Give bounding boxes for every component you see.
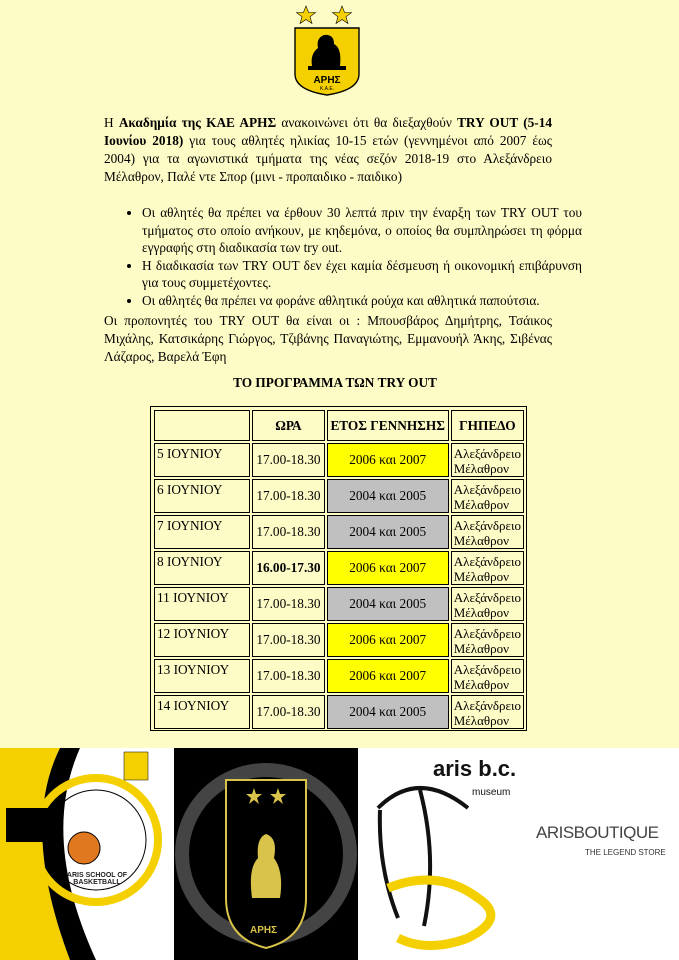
- venue-cell: Αλεξάνδρειο Μέλαθρον: [451, 479, 524, 513]
- birth-year-cell: 2004 και 2005: [327, 479, 449, 513]
- time-cell: 17.00-18.30: [252, 443, 324, 477]
- svg-text:ΑΡΗΣ: ΑΡΗΣ: [313, 75, 341, 86]
- star-icon: [333, 6, 352, 24]
- column-header: ΓΗΠΕΔΟ: [451, 410, 524, 441]
- table-row: [154, 551, 524, 585]
- birth-year-cell: 2004 και 2005: [327, 515, 449, 549]
- time-cell: 17.00-18.30: [252, 695, 324, 729]
- instructions-list: [112, 204, 582, 309]
- table-header-row: [154, 410, 524, 441]
- event-name: TRY OUT (5-14 Ιουνίου 2018): [104, 115, 552, 148]
- time-cell: 17.00-18.30: [252, 659, 324, 693]
- table-row: [154, 623, 524, 657]
- birth-year-cell: 2006 και 2007: [327, 443, 449, 477]
- schedule-table: [152, 408, 526, 731]
- birth-year-cell: 2004 και 2005: [327, 695, 449, 729]
- birth-year-cell: 2006 και 2007: [327, 623, 449, 657]
- list-item: • Οι αθλητές θα πρέπει να φοράνε αθλητικά ρούχα και αθλητικά παπούτσια.: [142, 292, 582, 310]
- day-cell: 7 ΙΟΥΝΙΟΥ: [154, 515, 250, 549]
- day-cell: 14 ΙΟΥΝΙΟΥ: [154, 695, 250, 729]
- organization-name: Ακαδημία της ΚΑΕ ΑΡΗΣ: [118, 115, 277, 130]
- column-header: [154, 410, 250, 441]
- svg-text:Κ.Α.Ε.: Κ.Α.Ε.: [319, 86, 335, 92]
- birth-year-cell: 2004 και 2005: [327, 587, 449, 621]
- club-name: ΑΡΗΣ: [250, 925, 278, 936]
- venue-cell: Αλεξάνδρειο Μέλαθρον: [451, 659, 524, 693]
- time-cell: 16.00-17.30: [252, 551, 324, 585]
- intro-paragraph: Η Ακαδημία της ΚΑΕ ΑΡΗΣ ανακοινώνει ότι θα διεξαχθούν TRY OUT (5-14 Ιουνίου 2018) για τους αθλητές ηλικίας 10-15 ετών (γεννημένοι από 2007 έως 2004) για τα αγωνιστικά τμήματα της νέας σεζόν 2018-19 στο Αλεξάνδρειο Μέλαθρον, Παλέ ντε Σπορ (μινι - προπαιδικο - παιδικο): [104, 115, 553, 184]
- time-cell: 17.00-18.30: [252, 623, 324, 657]
- star-icon: [297, 6, 316, 24]
- table-row: [154, 515, 524, 549]
- time-cell: 17.00-18.30: [252, 515, 324, 549]
- column-header: ΩΡΑ: [252, 410, 324, 441]
- table-row: [154, 443, 524, 477]
- schedule-title: ΤΟ ΠΡΟΓΡΑΜΜΑ ΤΩΝ TRY OUT: [233, 375, 437, 390]
- time-cell: 17.00-18.30: [252, 479, 324, 513]
- aris-crest-logo: [290, 4, 364, 96]
- schedule-table-frame: [150, 406, 527, 731]
- museum-subtitle: museum: [472, 787, 511, 798]
- day-cell: 5 ΙΟΥΝΙΟΥ: [154, 443, 250, 477]
- school-banner: [0, 748, 174, 960]
- time-cell: 17.00-18.30: [252, 587, 324, 621]
- list-item: • Οι αθλητές θα πρέπει να έρθουν 30 λεπτά πριν την έναρξη των TRY OUT του τμήματος στο οποίο ανήκουν, με κηδεμόνα, ο οποίος θα συμπληρώσει τη φόρμα εγγραφής στη διαδικασία των try out.: [142, 204, 582, 257]
- table-row: [154, 659, 524, 693]
- boutique-title: ARISBOUTIQUE: [536, 823, 659, 842]
- venue-cell: Αλεξάνδρειο Μέλαθρον: [451, 515, 524, 549]
- boutique-subtitle: THE LEGEND STORE: [585, 848, 666, 857]
- table-row: [154, 695, 524, 729]
- table-row: [154, 587, 524, 621]
- birth-year-cell: 2006 και 2007: [327, 659, 449, 693]
- day-cell: 11 ΙΟΥΝΙΟΥ: [154, 587, 250, 621]
- day-cell: 8 ΙΟΥΝΙΟΥ: [154, 551, 250, 585]
- venue-cell: Αλεξάνδρειο Μέλαθρον: [451, 443, 524, 477]
- venue-cell: Αλεξάνδρειο Μέλαθρον: [451, 623, 524, 657]
- school-text: ARIS SCHOOL OF BASKETBALL: [66, 872, 128, 886]
- venue-cell: Αλεξάνδρειο Μέλαθρον: [451, 695, 524, 729]
- coaches-paragraph: Οι προπονητές του TRY OUT θα είναι οι : Μπουσβάρος Δημήτρης, Τσάικος Μιχάλης, Κατσικάρης Γιώργος, Τζιβάνης Παναγιώτης, Εμμανουήλ Άκης, Σιβένας Λάζαρος, Βαρελά Έφη: [104, 313, 552, 364]
- column-header: ΕΤΟΣ ΓΕΝΝΗΣΗΣ: [327, 410, 449, 441]
- table-row: [154, 479, 524, 513]
- day-cell: 6 ΙΟΥΝΙΟΥ: [154, 479, 250, 513]
- birth-year-cell: 2006 και 2007: [327, 551, 449, 585]
- venue-cell: Αλεξάνδρειο Μέλαθρον: [451, 551, 524, 585]
- list-item: • Η διαδικασία των TRY OUT δεν έχει καμία δέσμευση ή οικονομική επιβάρυνση για τους συμμετέχοντες.: [142, 257, 582, 292]
- day-cell: 12 ΙΟΥΝΙΟΥ: [154, 623, 250, 657]
- venue-cell: Αλεξάνδρειο Μέλαθρον: [451, 587, 524, 621]
- day-cell: 13 ΙΟΥΝΙΟΥ: [154, 659, 250, 693]
- sponsor-banner-strip: [0, 748, 679, 960]
- museum-title: aris b.c.: [433, 756, 517, 781]
